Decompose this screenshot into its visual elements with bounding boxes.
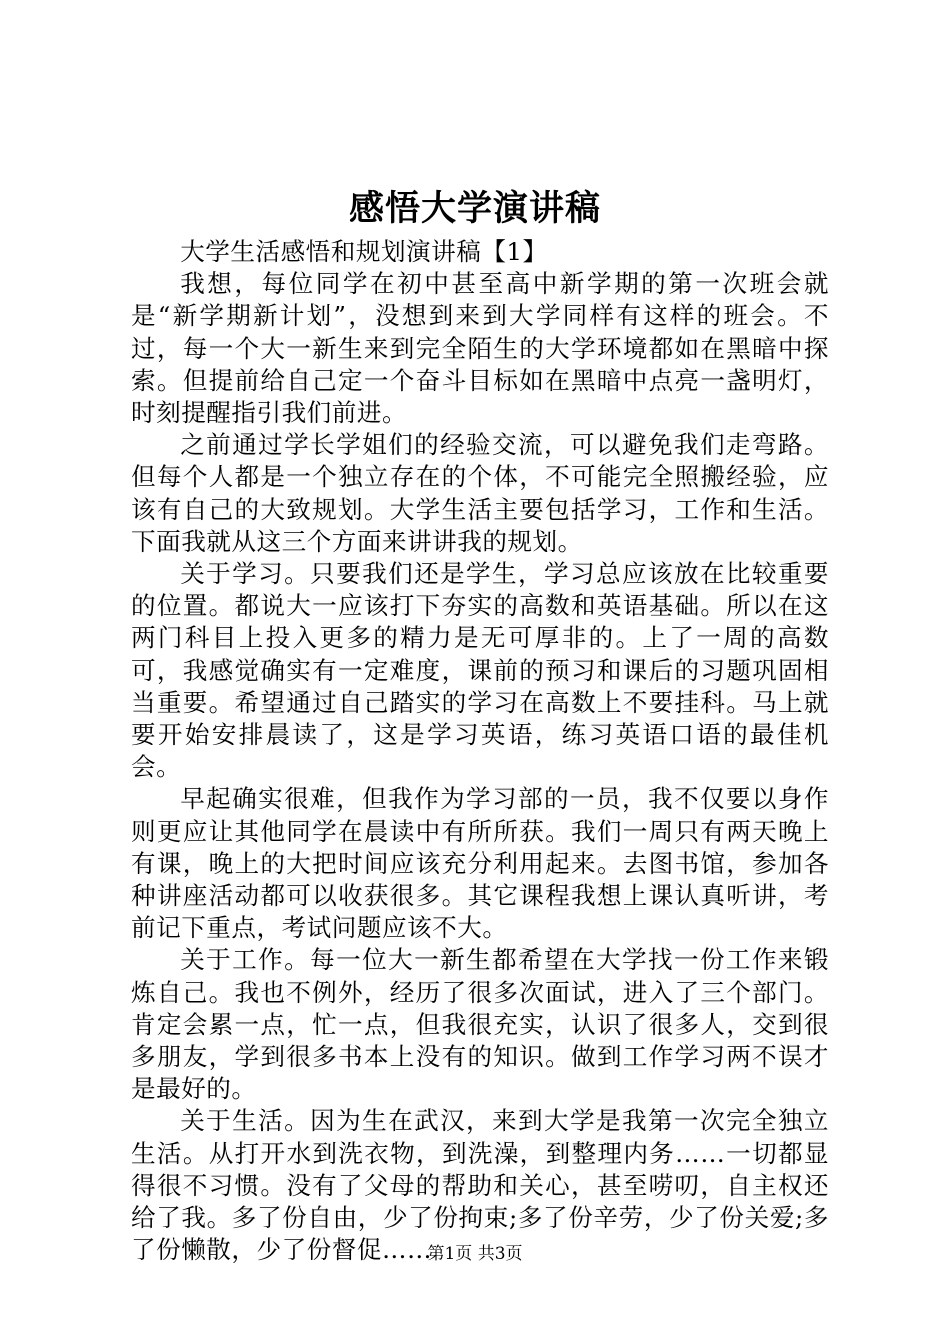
paragraph-experience: 之前通过学长学姐们的经验交流，可以避免我们走弯路。但每个人都是一个独立存在的个体，不可能完全照搬经验，应该有自己的大致规划。大学生活主要包括学习，工作和生活。下面我就从这三个方面来讲讲我的规划。 [131,430,829,556]
document-body [131,236,829,1267]
section-subtitle: 大学生活感悟和规划演讲稿【1】 [180,237,548,266]
paragraph-study: 关于学习。只要我们还是学生，学习总应该放在比较重要的位置。都说大一应该打下夯实的高数和英语基础。所以在这两门科目上投入更多的精力是无可厚非的。上了一周的高数可，我感觉确实有一定难度，课前的预习和课后的习题巩固相当重要。希望通过自己踏实的学习在高数上不要挂科。马上就要开始安排晨读了，这是学习英语，练习英语口语的最佳机会。 [131,559,829,782]
paragraph-work: 关于工作。每一位大一新生都希望在大学找一份工作来锻炼自己。我也不例外，经历了很多次面试，进入了三个部门。肯定会累一点，忙一点，但我很充实，认识了很多人，交到很多朋友，学到很多书本上没有的知识。做到工作学习两不误才是最好的。 [131,945,829,1104]
page-footer: 第1页 共3页 [427,1244,523,1264]
paragraph-intro: 我想，每位同学在初中甚至高中新学期的第一次班会就是“新学期新计划”，没想到来到大学同样有这样的班会。不过，每一个大一新生来到完全陌生的大学环境都如在黑暗中探索。但提前给自己定一个奋斗目标如在黑暗中点亮一盏明灯，时刻提醒指引我们前进。 [131,269,829,428]
page-title: 感悟大学演讲稿 [348,188,601,229]
paragraph-morning-reading: 早起确实很难，但我作为学习部的一员，我不仅要以身作则更应让其他同学在晨读中有所所获。我们一周只有两天晚上有课，晚上的大把时间应该充分利用起来。去图书馆，参加各种讲座活动都可以收获很多。其它课程我想上课认真听讲，考前记下重点，考试问题应该不大。 [131,784,829,943]
paragraph-life: 关于生活。因为生在武汉，来到大学是我第一次完全独立生活。从打开水到洗衣物，到洗澡，到整理内务……一切都显得很不习惯。没有了父母的帮助和关心，甚至唠叨，自主权还给了我。多了份自由，少了份拘束;多了份辛劳，少了份关爱;多了份懒散，少了份督促…… [131,1106,829,1265]
